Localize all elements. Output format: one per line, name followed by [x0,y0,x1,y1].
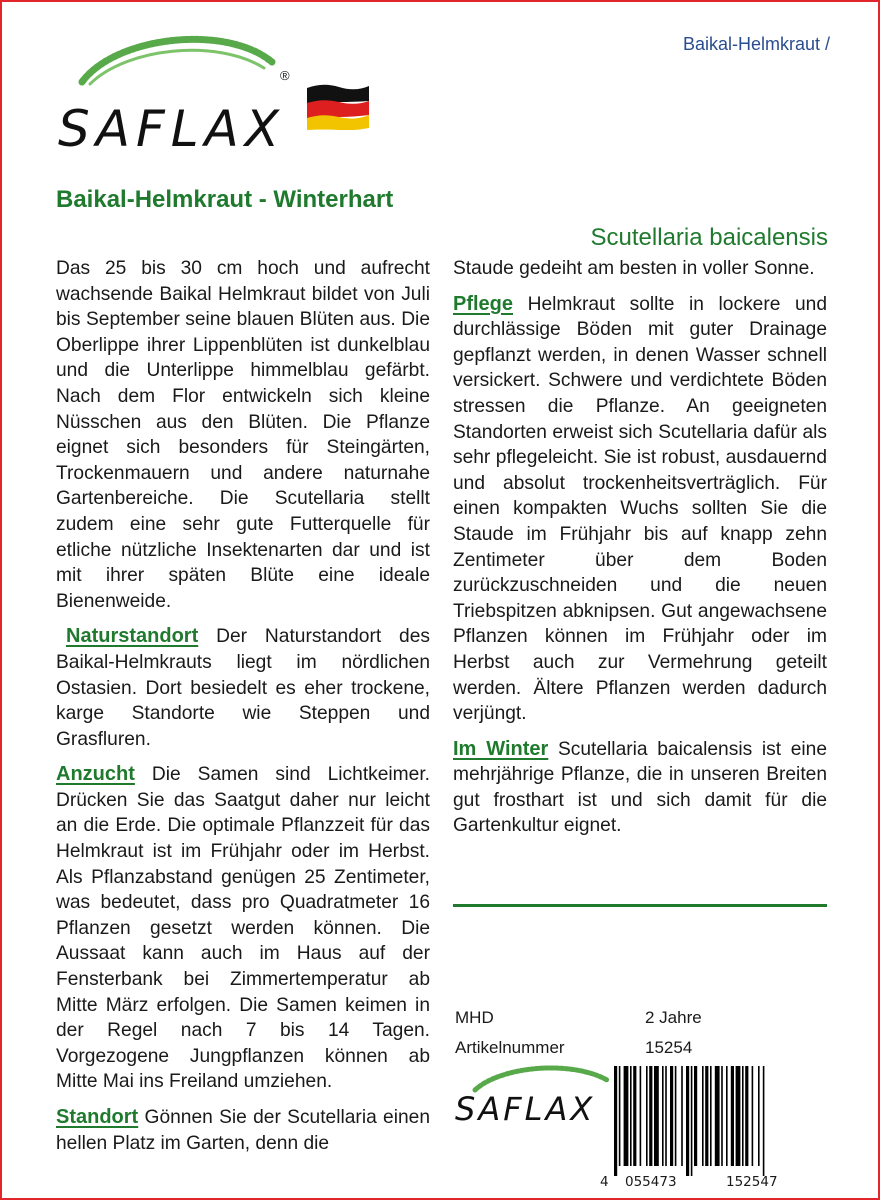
barcode-bar [633,1066,636,1166]
naturstandort-heading: Naturstandort [66,625,199,648]
barcode-bar [694,1066,697,1166]
barcode-bar [614,1066,617,1176]
latin-name: Scutellaria baicalensis [590,224,828,251]
barcode-bar [646,1066,648,1166]
barcode-bar [691,1066,693,1176]
barcode-group2: 152547 [726,1174,778,1190]
naturstandort-text: Der Naturstandort des Baikal-Helmkrauts liegt im nördlichen Ostasien. Dort besiedelt es eher trockene, karge Standorte wie Steppen und Grasfluren. [56,626,430,750]
brand-name: SAFLAX [58,100,286,158]
intro-paragraph: Das 25 bis 30 cm hoch und aufrecht wachsende Baikal Helmkraut bildet von Juli bis September seine blauen Blüten aus. Die Oberlippe ihrer Lippenblüten ist dunkelblau und die Unterlippe himmelblau gefärbt. Nach dem Flor entwickeln sich kleine Nüsschen aus den Blüten. Die Pflanze eignet sich besonders für Steingärten, Trockenmauern und andere naturnahe Gartenbereiche. Die Scutellaria stellt zudem eine sehr gute Futterquelle für etliche nützliche Insektenarten dar und ist mit ihrer späten Blüte eine ideale Bienenweide. [56,258,430,612]
winter-text: Scutellaria baicalensis ist eine mehrjährige Pflanze, die in unseren Breiten gut frosthart ist und sich damit für die Gartenkultur eignet. [453,738,827,837]
mhd-value: 2 Jahre [645,1008,702,1027]
barcode-bar [710,1066,712,1166]
continuation-paragraph: Staude gedeiht am besten in voller Sonne. [453,258,815,279]
pflege-text: Helmkraut sollte in lockere und durchlässige Böden mit guter Drainage gepflanzt werden, in denen Wasser schnell versickert. Schwere und verdichtete Böden stressen die Pflanze. An geeigneten Standorten erweist sich Scutellaria dafür als sehr pflegeleicht. Sie ist robust, ausdauernd und absolut trockenheitsverträglich. Für einen kompakten Wuchs sollten Sie die Staude im Frühjahr bis auf knapp zehn Zentimeter über dem Boden zurückzuschneiden und die neuen Triebspitzen abknipsen. Gut angewachsene Pflanzen können im Frühjahr oder im Herbst auch zur Vermehrung geteilt werden. Ältere Pflanzen werden dadurch verjüngt. [453,293,827,725]
mhd-label: MHD [455,1008,494,1027]
anzucht-heading: Anzucht [56,763,135,786]
barcode-bar [742,1066,744,1166]
right-column [453,256,827,849]
left-column [56,256,430,1166]
barcode-bar [715,1066,720,1166]
barcode-bar [745,1066,748,1166]
standort-text: Gönnen Sie der Scutellaria einen hellen Platz im Garten, denn die [56,1107,430,1154]
article-label: Artikelnummer [455,1038,565,1057]
barcode-bar [763,1066,765,1176]
logo-swoosh-icon [76,28,276,92]
anzucht-text: Die Samen sind Lichtkeimer. Drücken Sie das Saatgut daher nur leicht an die Erde. Die optimale Pflanzzeit für das Helmkraut ist im Frühjahr oder im Herbst. Als Pflanzabstand genügen 25 Zentimeter, was bedeutet, dass pro Quadratmeter 16 Pflanzen gesetzt werden können. Die Aussaat kann auch im Haus auf der Fensterbank bei Zimmertemperatur ab Mitte März erfolgen. Die Samen keimen in der Regel nach 7 bis 14 Tagen. Vorgezogene Jungpflanzen können ab Mitte Mai ins Freiland umziehen. [56,764,430,1093]
standort-paragraph [56,1105,430,1156]
barcode-bar [736,1066,741,1166]
barcode-bar [675,1066,677,1166]
pflege-heading: Pflege [453,292,514,315]
barcode-bar [649,1066,652,1166]
barcode-digit: 4 [600,1174,609,1190]
barcode-group1: 055473 [625,1174,677,1190]
brand-name-small: SAFLAX [455,1090,596,1128]
page-title: Baikal-Helmkraut - Winterhart [56,186,394,213]
standort-heading: Standort [56,1106,139,1128]
barcode-bar [665,1066,667,1166]
barcode-bar [758,1066,760,1166]
article-value: 15254 [645,1038,693,1057]
barcode-bar [702,1066,704,1166]
pflege-paragraph [453,292,827,727]
saflax-logo [52,28,302,158]
breadcrumb: Baikal-Helmkraut / [682,34,830,54]
barcode [610,1062,828,1180]
naturstandort-paragraph [56,624,430,752]
barcode-bar [640,1066,642,1166]
registered-mark: ® [280,68,290,83]
barcode-bar [662,1066,664,1166]
barcode-bar [726,1066,728,1166]
barcode-bar [752,1066,754,1166]
winter-paragraph [453,737,827,839]
barcode-bar [731,1066,734,1166]
barcode-bar [721,1066,723,1166]
barcode-bar [630,1066,632,1166]
barcode-bar [681,1066,683,1166]
barcode-bar [619,1066,621,1166]
barcode-bar [686,1066,689,1176]
barcode-bar [624,1066,629,1166]
barcode-bar [705,1066,708,1166]
barcode-bar [654,1066,659,1166]
anzucht-paragraph [56,762,430,1095]
germany-flag-icon [305,82,371,130]
saflax-logo-small [455,1062,605,1142]
barcode-bar [670,1066,673,1166]
divider [453,904,827,907]
winter-heading: Im Winter [453,737,549,760]
